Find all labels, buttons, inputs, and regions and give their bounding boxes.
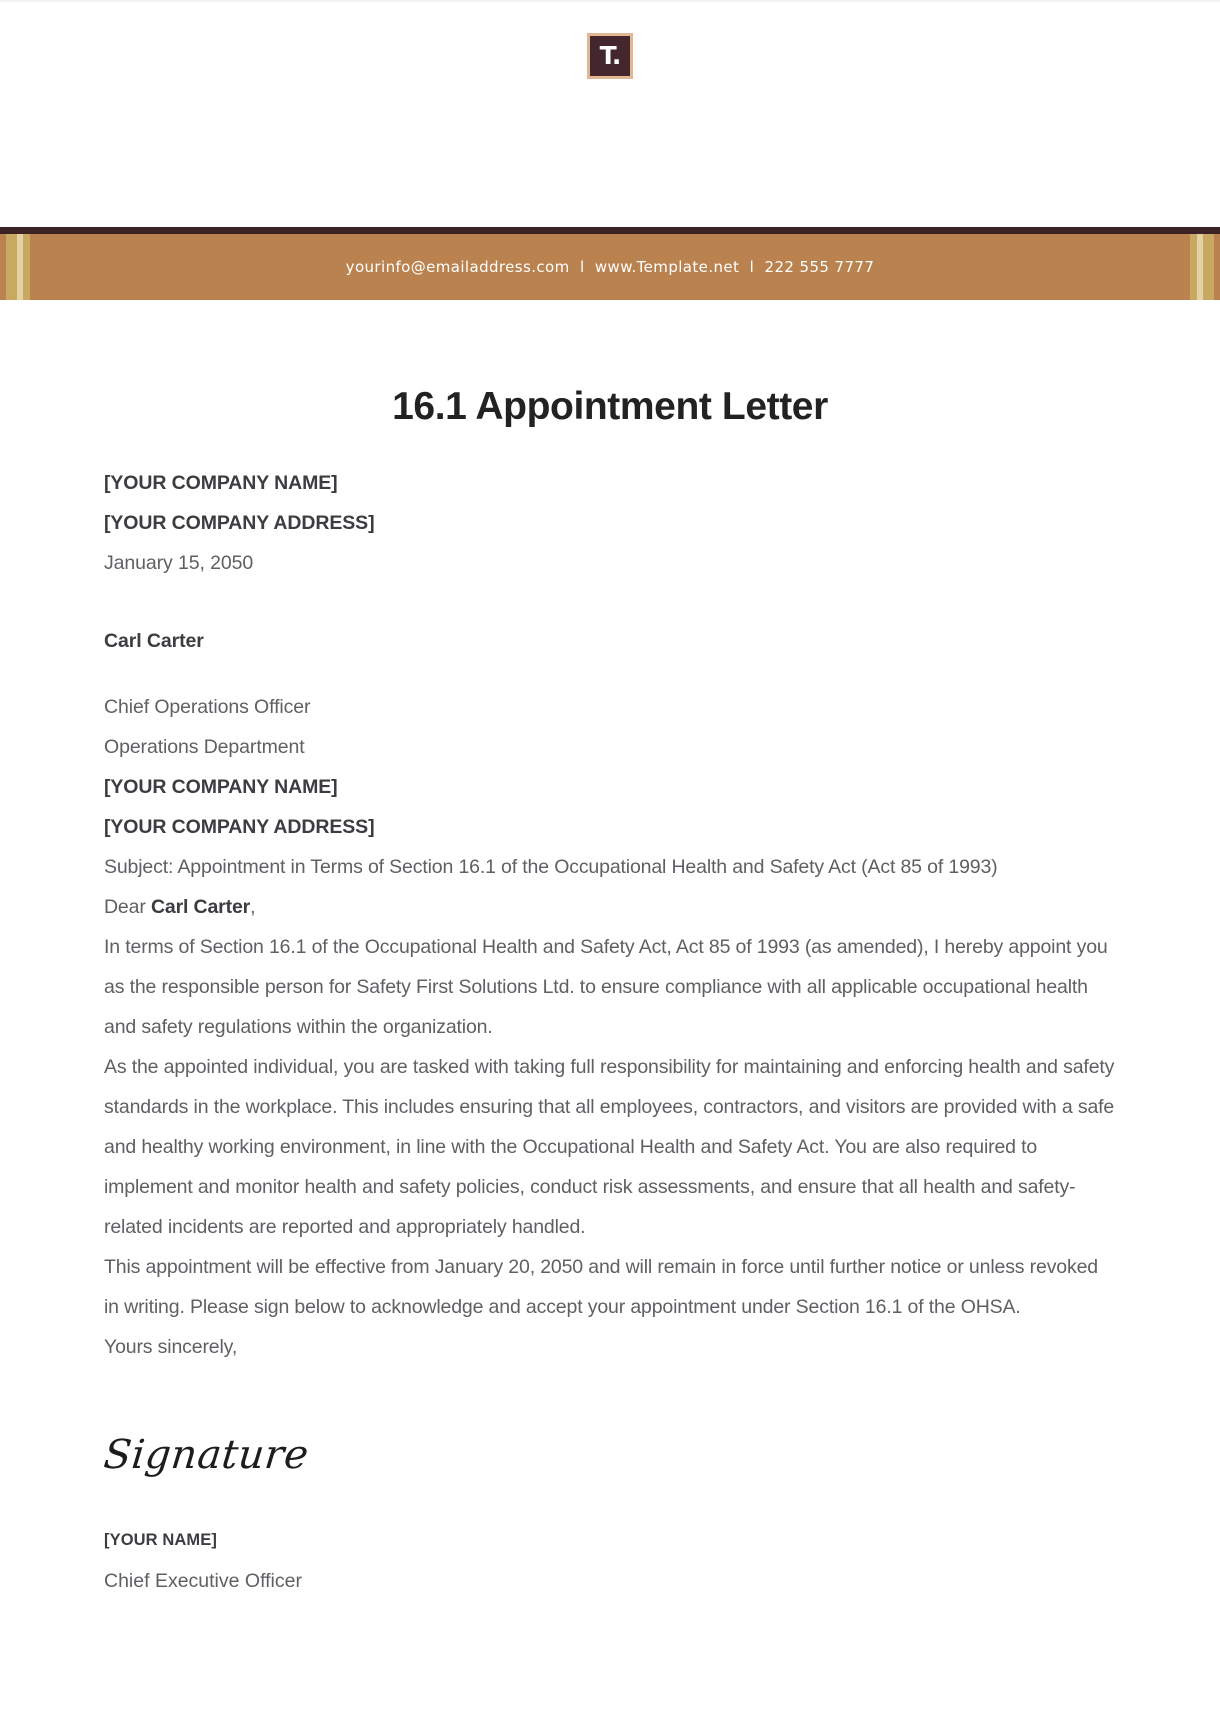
signatory-name: [YOUR NAME] (104, 1530, 217, 1549)
body-paragraph-2: As the appointed individual, you are tasked with taking full responsibility for maintaining and enforcing health and safety standards in the workplace. This includes ensuring that all employees, contractors, and visitors are provided with a safe and healthy working environment, in line with the Occupational Health and Safety Act. You are also required to implement and monitor health and safety policies, conduct risk assessments, and ensure that all health and safety-related incidents are reported and appropriately handled. (104, 1055, 1115, 1238)
sender-company-address: [YOUR COMPANY ADDRESS] (104, 511, 375, 534)
band-top-rule (0, 227, 1220, 234)
subject-line: Subject: Appointment in Terms of Section 16.1 of the Occupational Health and Safety Act (Act 85 of 1993) (104, 855, 998, 878)
recipient-job-title: Chief Operations Officer (104, 695, 311, 718)
signature-block (101, 1431, 1116, 1593)
letter-content (0, 463, 1220, 1593)
salutation-prefix: Dear (104, 895, 151, 918)
document-body (0, 300, 1220, 1593)
salutation-name: Carl Carter (150, 895, 251, 918)
contact-header-band (0, 227, 1220, 300)
salutation (104, 887, 1116, 927)
recipient-company-name: [YOUR COMPANY NAME] (104, 775, 338, 798)
recipient-company-address: [YOUR COMPANY ADDRESS] (104, 815, 375, 838)
spacer-after-sender (104, 583, 1116, 621)
spacer-after-recipient-name (104, 661, 1116, 687)
contact-info-text: yourinfo@emailaddress.com l www.Template.net l 222 555 7777 (345, 258, 875, 276)
body-paragraph-3: This appointment will be effective from January 20, 2050 and will remain in force until further notice or unless revoked in writing. Please sign below to acknowledge and accept your appointment under Section 16.1 of the OHSA. (104, 1255, 1098, 1318)
recipient-department: Operations Department (104, 735, 305, 758)
signatory-role: Chief Executive Officer (104, 1569, 302, 1592)
band-body (0, 234, 1220, 300)
closing-line: Yours sincerely, (104, 1335, 238, 1358)
page-top-rule (0, 0, 1220, 2)
recipient-name: Carl Carter (104, 629, 204, 652)
body-paragraph-1: In terms of Section 16.1 of the Occupational Health and Safety Act, Act 85 of 1993 (as amended), I hereby appoint you as the responsible person for Safety First Solutions Ltd. to ensure compliance with all applicable occupational health and safety regulations within the organization. (104, 935, 1108, 1038)
logo-glyph: T. (599, 40, 621, 70)
template-logo-icon (587, 33, 633, 79)
signature-script: Signature (101, 1431, 311, 1478)
page-title: 16.1 Appointment Letter (392, 385, 828, 428)
salutation-suffix: , (250, 895, 256, 918)
sender-company-name: [YOUR COMPANY NAME] (104, 471, 338, 494)
brand-logo (0, 33, 1220, 79)
letter-date: January 15, 2050 (104, 551, 254, 574)
